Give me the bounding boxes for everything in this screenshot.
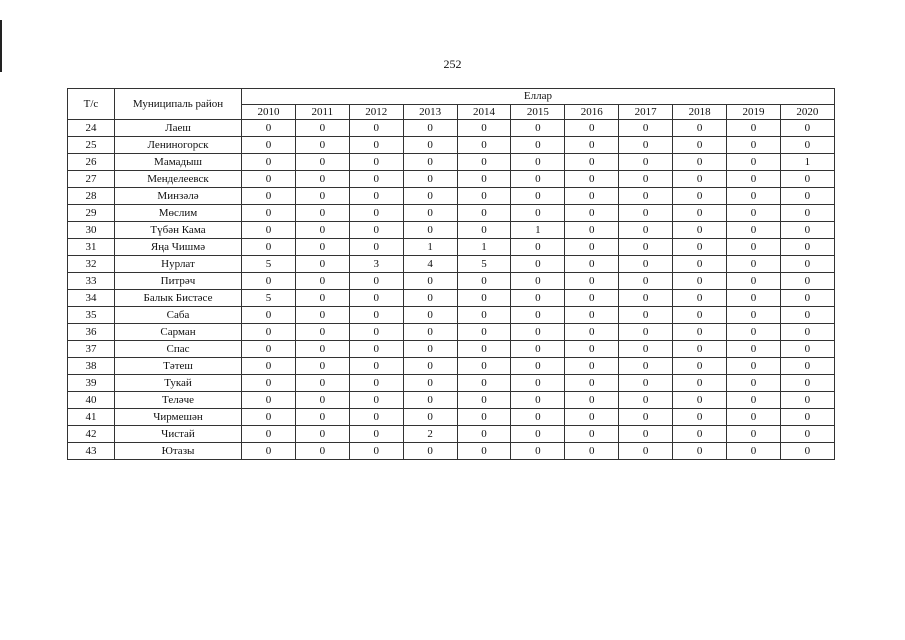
- district-statistics-table: [67, 88, 835, 460]
- year-value-cell: 0: [511, 205, 565, 222]
- column-header-year: 2012: [349, 104, 403, 120]
- year-value-cell: 0: [727, 205, 781, 222]
- year-value-cell: 4: [403, 256, 457, 273]
- year-value-cell: 0: [403, 392, 457, 409]
- row-number-cell: 35: [68, 307, 115, 324]
- year-value-cell: 0: [727, 188, 781, 205]
- table-row: [68, 392, 835, 409]
- year-value-cell: 0: [673, 205, 727, 222]
- year-value-cell: 0: [295, 256, 349, 273]
- year-value-cell: 0: [349, 307, 403, 324]
- year-value-cell: 0: [242, 188, 296, 205]
- year-value-cell: 0: [242, 443, 296, 460]
- row-number-cell: 28: [68, 188, 115, 205]
- row-number-cell: 27: [68, 171, 115, 188]
- table-row: [68, 341, 835, 358]
- year-value-cell: 0: [727, 324, 781, 341]
- year-value-cell: 0: [349, 154, 403, 171]
- year-value-cell: 0: [403, 409, 457, 426]
- year-value-cell: 0: [619, 205, 673, 222]
- year-value-cell: 0: [457, 273, 511, 290]
- district-name-cell: Лаеш: [115, 120, 242, 137]
- year-value-cell: 0: [242, 239, 296, 256]
- column-header-year: 2010: [242, 104, 296, 120]
- year-value-cell: 0: [403, 188, 457, 205]
- year-value-cell: 0: [565, 239, 619, 256]
- year-value-cell: 0: [780, 120, 834, 137]
- year-value-cell: 0: [457, 205, 511, 222]
- year-value-cell: 0: [242, 171, 296, 188]
- year-value-cell: 0: [295, 358, 349, 375]
- year-value-cell: 0: [673, 324, 727, 341]
- year-value-cell: 0: [727, 239, 781, 256]
- year-value-cell: 0: [619, 188, 673, 205]
- year-value-cell: 0: [349, 120, 403, 137]
- year-value-cell: 0: [511, 358, 565, 375]
- year-value-cell: 0: [619, 324, 673, 341]
- year-value-cell: 0: [673, 273, 727, 290]
- year-value-cell: 0: [673, 171, 727, 188]
- year-value-cell: 0: [242, 273, 296, 290]
- year-value-cell: 0: [511, 426, 565, 443]
- district-name-cell: Минзәлә: [115, 188, 242, 205]
- year-value-cell: 5: [457, 256, 511, 273]
- year-value-cell: 0: [511, 409, 565, 426]
- year-value-cell: 0: [511, 137, 565, 154]
- year-value-cell: 0: [565, 392, 619, 409]
- column-header-year: 2015: [511, 104, 565, 120]
- year-value-cell: 0: [295, 392, 349, 409]
- row-number-cell: 33: [68, 273, 115, 290]
- year-value-cell: 0: [242, 120, 296, 137]
- year-value-cell: 0: [565, 290, 619, 307]
- year-value-cell: 0: [349, 171, 403, 188]
- year-value-cell: 0: [565, 273, 619, 290]
- district-name-cell: Балык Бистәсе: [115, 290, 242, 307]
- district-name-cell: Саба: [115, 307, 242, 324]
- district-name-cell: Сарман: [115, 324, 242, 341]
- year-value-cell: 0: [403, 290, 457, 307]
- year-value-cell: 0: [403, 222, 457, 239]
- year-value-cell: 0: [780, 341, 834, 358]
- year-value-cell: 0: [727, 120, 781, 137]
- year-value-cell: 0: [403, 443, 457, 460]
- row-number-cell: 30: [68, 222, 115, 239]
- year-value-cell: 0: [780, 273, 834, 290]
- year-value-cell: 0: [565, 426, 619, 443]
- year-value-cell: 0: [242, 392, 296, 409]
- year-value-cell: 0: [780, 409, 834, 426]
- year-value-cell: 0: [780, 188, 834, 205]
- year-value-cell: 0: [403, 341, 457, 358]
- year-value-cell: 0: [457, 171, 511, 188]
- district-name-cell: Нурлат: [115, 256, 242, 273]
- year-value-cell: 0: [565, 120, 619, 137]
- year-value-cell: 0: [727, 137, 781, 154]
- year-value-cell: 0: [511, 154, 565, 171]
- year-value-cell: 0: [673, 426, 727, 443]
- year-value-cell: 0: [727, 375, 781, 392]
- year-value-cell: 0: [780, 171, 834, 188]
- district-name-cell: Ютазы: [115, 443, 242, 460]
- year-value-cell: 0: [295, 154, 349, 171]
- year-value-cell: 0: [673, 392, 727, 409]
- year-value-cell: 0: [565, 137, 619, 154]
- year-value-cell: 0: [565, 188, 619, 205]
- year-value-cell: 0: [565, 409, 619, 426]
- year-value-cell: 0: [295, 120, 349, 137]
- year-value-cell: 0: [295, 443, 349, 460]
- district-name-cell: Түбән Кама: [115, 222, 242, 239]
- year-value-cell: 0: [511, 443, 565, 460]
- year-value-cell: 0: [511, 188, 565, 205]
- year-value-cell: 0: [565, 222, 619, 239]
- year-value-cell: 0: [673, 239, 727, 256]
- year-value-cell: 0: [727, 273, 781, 290]
- district-name-cell: Спас: [115, 341, 242, 358]
- district-name-cell: Мөслим: [115, 205, 242, 222]
- year-value-cell: 0: [403, 120, 457, 137]
- row-number-cell: 36: [68, 324, 115, 341]
- year-value-cell: 0: [403, 358, 457, 375]
- year-value-cell: 0: [673, 137, 727, 154]
- year-value-cell: 1: [457, 239, 511, 256]
- year-value-cell: 0: [565, 154, 619, 171]
- year-value-cell: 0: [727, 171, 781, 188]
- year-value-cell: 0: [565, 307, 619, 324]
- year-value-cell: 0: [349, 426, 403, 443]
- year-value-cell: 0: [780, 137, 834, 154]
- district-name-cell: Чистай: [115, 426, 242, 443]
- district-name-cell: Яңа Чишмә: [115, 239, 242, 256]
- year-value-cell: 0: [242, 324, 296, 341]
- year-value-cell: 0: [457, 324, 511, 341]
- year-value-cell: 0: [295, 239, 349, 256]
- year-value-cell: 0: [727, 222, 781, 239]
- year-value-cell: 0: [673, 120, 727, 137]
- year-value-cell: 0: [242, 426, 296, 443]
- year-value-cell: 0: [295, 171, 349, 188]
- year-value-cell: 0: [349, 239, 403, 256]
- year-value-cell: 0: [673, 307, 727, 324]
- table-row: [68, 137, 835, 154]
- column-header-year: 2013: [403, 104, 457, 120]
- row-number-cell: 43: [68, 443, 115, 460]
- year-value-cell: 0: [511, 324, 565, 341]
- year-value-cell: 0: [295, 273, 349, 290]
- district-name-cell: Мамадыш: [115, 154, 242, 171]
- year-value-cell: 0: [349, 222, 403, 239]
- year-value-cell: 0: [727, 426, 781, 443]
- year-value-cell: 0: [295, 409, 349, 426]
- year-value-cell: 0: [780, 324, 834, 341]
- year-value-cell: 0: [295, 341, 349, 358]
- table-row: [68, 239, 835, 256]
- year-value-cell: 0: [457, 341, 511, 358]
- year-value-cell: 0: [780, 239, 834, 256]
- year-value-cell: 0: [619, 154, 673, 171]
- year-value-cell: 0: [242, 375, 296, 392]
- year-value-cell: 0: [673, 375, 727, 392]
- row-number-cell: 40: [68, 392, 115, 409]
- table-row: [68, 222, 835, 239]
- year-value-cell: 1: [403, 239, 457, 256]
- year-value-cell: 0: [565, 358, 619, 375]
- year-value-cell: 0: [673, 290, 727, 307]
- year-value-cell: 0: [619, 290, 673, 307]
- year-value-cell: 5: [242, 256, 296, 273]
- year-value-cell: 0: [673, 443, 727, 460]
- table-header: [68, 89, 835, 120]
- table-row: [68, 188, 835, 205]
- year-value-cell: 0: [403, 375, 457, 392]
- year-value-cell: 0: [457, 358, 511, 375]
- year-value-cell: 0: [295, 205, 349, 222]
- year-value-cell: 0: [619, 341, 673, 358]
- year-value-cell: 0: [403, 171, 457, 188]
- year-value-cell: 0: [511, 307, 565, 324]
- table-row: [68, 273, 835, 290]
- year-value-cell: 0: [511, 239, 565, 256]
- year-value-cell: 0: [349, 324, 403, 341]
- column-header-year: 2017: [619, 104, 673, 120]
- table-row: [68, 443, 835, 460]
- year-value-cell: 0: [619, 171, 673, 188]
- year-value-cell: 0: [242, 205, 296, 222]
- year-value-cell: 0: [457, 137, 511, 154]
- year-value-cell: 0: [457, 222, 511, 239]
- row-number-cell: 31: [68, 239, 115, 256]
- year-value-cell: 0: [403, 205, 457, 222]
- table-row: [68, 290, 835, 307]
- year-value-cell: 0: [295, 324, 349, 341]
- column-header-district: Муниципаль район: [115, 89, 242, 120]
- year-value-cell: 3: [349, 256, 403, 273]
- table-body: [68, 120, 835, 460]
- year-value-cell: 0: [727, 290, 781, 307]
- year-value-cell: 0: [619, 137, 673, 154]
- table-row: [68, 120, 835, 137]
- district-name-cell: Тәтеш: [115, 358, 242, 375]
- column-header-year: 2020: [780, 104, 834, 120]
- row-number-cell: 42: [68, 426, 115, 443]
- year-value-cell: 0: [349, 392, 403, 409]
- year-value-cell: 0: [565, 443, 619, 460]
- year-value-cell: 0: [403, 307, 457, 324]
- year-value-cell: 0: [511, 120, 565, 137]
- row-number-cell: 25: [68, 137, 115, 154]
- column-header-year: 2018: [673, 104, 727, 120]
- year-value-cell: 0: [727, 154, 781, 171]
- year-value-cell: 0: [349, 137, 403, 154]
- year-value-cell: 0: [619, 239, 673, 256]
- year-value-cell: 0: [780, 358, 834, 375]
- year-value-cell: 0: [457, 375, 511, 392]
- row-number-cell: 38: [68, 358, 115, 375]
- year-value-cell: 0: [403, 154, 457, 171]
- year-value-cell: 0: [457, 154, 511, 171]
- column-header-year: 2019: [727, 104, 781, 120]
- year-value-cell: 0: [673, 188, 727, 205]
- district-name-cell: Менделеевск: [115, 171, 242, 188]
- column-header-years-group: Еллар: [242, 89, 835, 105]
- column-header-year: 2016: [565, 104, 619, 120]
- year-value-cell: 0: [673, 256, 727, 273]
- row-number-cell: 32: [68, 256, 115, 273]
- year-value-cell: 0: [727, 443, 781, 460]
- year-value-cell: 0: [295, 222, 349, 239]
- year-value-cell: 0: [349, 358, 403, 375]
- table-row: [68, 426, 835, 443]
- year-value-cell: 0: [403, 137, 457, 154]
- year-value-cell: 0: [727, 409, 781, 426]
- year-value-cell: 0: [511, 171, 565, 188]
- year-value-cell: 0: [457, 120, 511, 137]
- year-value-cell: 0: [242, 137, 296, 154]
- district-name-cell: Теләче: [115, 392, 242, 409]
- year-value-cell: 0: [619, 256, 673, 273]
- row-number-cell: 39: [68, 375, 115, 392]
- year-value-cell: 0: [242, 358, 296, 375]
- year-value-cell: 0: [457, 392, 511, 409]
- district-name-cell: Тукай: [115, 375, 242, 392]
- year-value-cell: 0: [457, 409, 511, 426]
- year-value-cell: 0: [673, 222, 727, 239]
- year-value-cell: 0: [349, 375, 403, 392]
- table-row: [68, 256, 835, 273]
- year-value-cell: 5: [242, 290, 296, 307]
- page-number: 252: [443, 57, 462, 71]
- table-row: [68, 409, 835, 426]
- year-value-cell: 0: [673, 341, 727, 358]
- year-value-cell: 0: [457, 426, 511, 443]
- year-value-cell: 1: [511, 222, 565, 239]
- year-value-cell: 0: [565, 256, 619, 273]
- year-value-cell: 0: [403, 273, 457, 290]
- table-row: [68, 375, 835, 392]
- year-value-cell: 0: [349, 205, 403, 222]
- year-value-cell: 0: [619, 426, 673, 443]
- table-row: [68, 205, 835, 222]
- year-value-cell: 0: [457, 290, 511, 307]
- table-row: [68, 324, 835, 341]
- year-value-cell: 0: [242, 409, 296, 426]
- row-number-cell: 41: [68, 409, 115, 426]
- table-row: [68, 307, 835, 324]
- year-value-cell: 0: [511, 341, 565, 358]
- year-value-cell: 0: [565, 375, 619, 392]
- row-number-cell: 34: [68, 290, 115, 307]
- year-value-cell: 0: [403, 324, 457, 341]
- year-value-cell: 0: [565, 341, 619, 358]
- year-value-cell: 0: [780, 443, 834, 460]
- year-value-cell: 0: [295, 375, 349, 392]
- year-value-cell: 0: [457, 443, 511, 460]
- year-value-cell: 0: [295, 188, 349, 205]
- district-name-cell: Чирмешән: [115, 409, 242, 426]
- year-value-cell: 0: [619, 375, 673, 392]
- row-number-cell: 24: [68, 120, 115, 137]
- year-value-cell: 0: [349, 188, 403, 205]
- year-value-cell: 0: [457, 188, 511, 205]
- year-value-cell: 0: [511, 273, 565, 290]
- year-value-cell: 1: [780, 154, 834, 171]
- year-value-cell: 2: [403, 426, 457, 443]
- year-value-cell: 0: [242, 154, 296, 171]
- year-value-cell: 0: [780, 222, 834, 239]
- year-value-cell: 0: [242, 307, 296, 324]
- year-value-cell: 0: [565, 205, 619, 222]
- year-value-cell: 0: [780, 205, 834, 222]
- year-value-cell: 0: [619, 358, 673, 375]
- year-value-cell: 0: [619, 273, 673, 290]
- row-number-cell: 29: [68, 205, 115, 222]
- year-value-cell: 0: [349, 443, 403, 460]
- year-value-cell: 0: [295, 307, 349, 324]
- table-row: [68, 154, 835, 171]
- year-value-cell: 0: [780, 256, 834, 273]
- year-value-cell: 0: [727, 358, 781, 375]
- table-row: [68, 358, 835, 375]
- year-value-cell: 0: [295, 290, 349, 307]
- year-value-cell: 0: [780, 375, 834, 392]
- year-value-cell: 0: [780, 426, 834, 443]
- year-value-cell: 0: [673, 358, 727, 375]
- row-number-cell: 37: [68, 341, 115, 358]
- year-value-cell: 0: [565, 171, 619, 188]
- header-row-groups: [68, 89, 835, 105]
- year-value-cell: 0: [349, 341, 403, 358]
- year-value-cell: 0: [673, 409, 727, 426]
- year-value-cell: 0: [511, 392, 565, 409]
- column-header-year: 2011: [295, 104, 349, 120]
- year-value-cell: 0: [242, 341, 296, 358]
- year-value-cell: 0: [727, 392, 781, 409]
- year-value-cell: 0: [295, 137, 349, 154]
- year-value-cell: 0: [619, 409, 673, 426]
- year-value-cell: 0: [511, 290, 565, 307]
- year-value-cell: 0: [295, 426, 349, 443]
- year-value-cell: 0: [619, 120, 673, 137]
- year-value-cell: 0: [780, 290, 834, 307]
- year-value-cell: 0: [565, 324, 619, 341]
- year-value-cell: 0: [780, 307, 834, 324]
- year-value-cell: 0: [780, 392, 834, 409]
- year-value-cell: 0: [457, 307, 511, 324]
- district-name-cell: Лениногорск: [115, 137, 242, 154]
- year-value-cell: 0: [511, 375, 565, 392]
- year-value-cell: 0: [727, 341, 781, 358]
- year-value-cell: 0: [673, 154, 727, 171]
- year-value-cell: 0: [619, 307, 673, 324]
- row-number-cell: 26: [68, 154, 115, 171]
- year-value-cell: 0: [619, 392, 673, 409]
- year-value-cell: 0: [727, 256, 781, 273]
- table-row: [68, 171, 835, 188]
- year-value-cell: 0: [349, 290, 403, 307]
- column-header-year: 2014: [457, 104, 511, 120]
- column-header-number: Т/с: [68, 89, 115, 120]
- year-value-cell: 0: [242, 222, 296, 239]
- year-value-cell: 0: [619, 222, 673, 239]
- district-name-cell: Питрәч: [115, 273, 242, 290]
- year-value-cell: 0: [727, 307, 781, 324]
- year-value-cell: 0: [511, 256, 565, 273]
- year-value-cell: 0: [349, 409, 403, 426]
- year-value-cell: 0: [349, 273, 403, 290]
- year-value-cell: 0: [619, 443, 673, 460]
